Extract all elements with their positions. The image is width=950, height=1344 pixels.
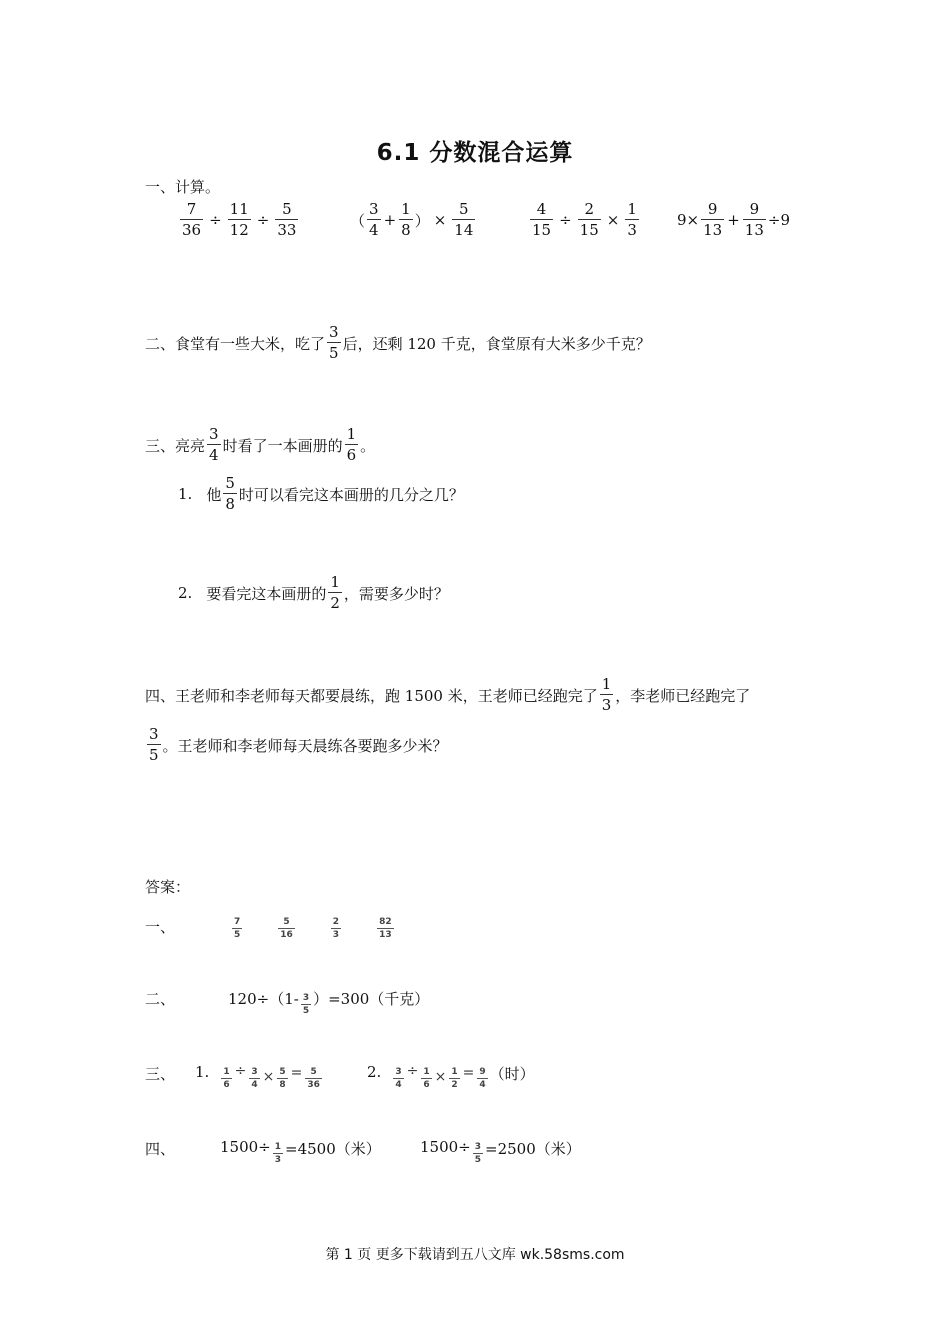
section-3-q2 [178,575,449,611]
fraction: $\frac{3}{4}$ [209,425,219,464]
fraction: $\frac{1}{3}$ [274,1142,282,1165]
item-number: 1. [178,485,193,503]
divide-sign: ÷ [406,1063,419,1079]
problem-2 [350,202,477,238]
fraction: $\frac{1}{6}$ [346,425,357,464]
question-text: 要看完这本画册的 [206,584,327,603]
fraction: $\frac{1}{3}$ [601,675,612,714]
question-text: 。王老师和李老师每天晨练各要跑多少米？ [162,736,448,755]
problem-4 [677,202,790,238]
times-sign: × [262,1069,275,1085]
fraction: $\frac{1}{3}$ [627,200,637,239]
fraction: $\frac{1}{8}$ [401,200,411,239]
item-number: 2. [178,584,193,602]
section-3-q1 [178,476,464,512]
answer-text: =2500（米） [485,1140,581,1158]
fraction: $\frac{3}{4}$ [251,1067,258,1090]
fraction: $\frac{1}{2}$ [451,1067,458,1090]
problem-3 [528,202,641,238]
problem-1 [178,202,300,238]
fraction: $\frac{3}{5}$ [474,1142,482,1165]
fraction: $\frac{3}{5}$ [302,993,310,1016]
page-footer: 第 1 页 更多下载请到五八文库 wk.58sms.com [325,1247,625,1263]
answer-text: 1500÷ [220,1138,271,1156]
fraction: $\frac{4}{15}$ [532,200,552,239]
question-text: 他 [206,485,222,504]
plus-sign: + [727,211,740,229]
answers-heading: 答案： [145,878,191,896]
answer-4-label: 四、 [145,1140,176,1158]
answer-4-expr-1 [220,1138,381,1165]
answer-2-label: 二、 [145,990,176,1008]
page-title: 6.1 分数混合运算 [376,140,574,166]
fraction: $\frac{7}{36}$ [182,200,202,239]
fraction: $\frac{5}{36}$ [307,1067,320,1090]
question-text: 时看了一本画册的 [222,436,343,455]
fraction: $\frac{11}{12}$ [229,200,249,239]
fraction: $\frac{2}{15}$ [579,200,599,239]
section-3 [145,427,375,463]
question-text: 二、食堂有一些大米，吃了 [145,334,326,353]
fraction: $\frac{3}{5}$ [329,323,339,362]
question-text: 。 [360,436,376,455]
answer-4-expr-2 [420,1138,581,1165]
answer-3-q2 [367,1063,535,1090]
fraction: $\frac{2}{3}$ [332,917,340,940]
fraction: $\frac{9}{13}$ [703,200,723,239]
divide-sign: ÷ [209,211,222,229]
section-4-line-2 [145,727,448,763]
times-sign: × [434,1069,447,1085]
divide-sign: ÷ [234,1063,247,1079]
equals-sign: = [462,1065,475,1081]
fraction: $\frac{5}{14}$ [454,200,474,239]
section-4-line-1 [145,677,750,713]
divide-sign: ÷ [256,211,270,229]
fraction: $\frac{3}{5}$ [149,725,159,764]
answer-text: 120÷（1- [228,990,299,1008]
times-sign: × [606,211,620,229]
section-2 [145,325,651,361]
question-text: ，需要多少时？ [343,584,449,603]
fraction: $\frac{5}{33}$ [277,200,297,239]
question-text: 后，还剩 120 千克，食堂原有大米多少千克？ [342,334,651,353]
paren-left: （ [350,211,366,230]
fraction: $\frac{3}{4}$ [369,200,379,239]
divide-sign: ÷ [559,211,572,229]
term: ÷9 [767,211,791,229]
answer-text: ）=300（千克） [313,990,430,1008]
fraction: $\frac{3}{4}$ [395,1067,402,1090]
fraction: $\frac{1}{2}$ [330,573,340,612]
fraction: $\frac{5}{8}$ [279,1067,286,1090]
answer-3-label: 三、 [145,1065,176,1083]
equals-sign: = [290,1065,303,1081]
fraction: $\frac{1}{6}$ [223,1067,230,1090]
answer-2 [228,988,429,1016]
section-1-label: 一、计算。 [145,178,221,196]
item-number: 1. [195,1063,210,1081]
times-sign: × [433,211,447,229]
answer-3-q1 [195,1063,324,1090]
term: 9× [677,211,700,229]
answer-1-label: 一、 [145,918,176,936]
fraction: $\frac{5}{16}$ [280,917,293,940]
answer-text: =4500（米） [285,1140,381,1158]
fraction: $\frac{82}{13}$ [379,917,392,940]
fraction: $\frac{1}{6}$ [423,1067,430,1090]
plus-sign: + [383,211,397,229]
fraction: $\frac{7}{5}$ [234,917,241,940]
question-text: 四、王老师和李老师每天都要晨练，跑 1500 米，王老师已经跑完了 [145,686,598,705]
fraction: $\frac{9}{13}$ [744,200,764,239]
question-text: 时可以看完这本画册的几分之几？ [238,485,464,504]
fraction: $\frac{5}{8}$ [225,474,235,513]
paren-right: ） [414,211,430,230]
question-text: ，李老师已经跑完了 [615,686,751,705]
answer-text: 1500÷ [420,1138,471,1156]
fraction: $\frac{9}{4}$ [479,1067,486,1090]
item-number: 2. [367,1063,382,1081]
answer-1 [230,918,396,940]
question-text: 三、亮亮 [145,436,206,455]
unit-label: （时） [489,1065,535,1083]
